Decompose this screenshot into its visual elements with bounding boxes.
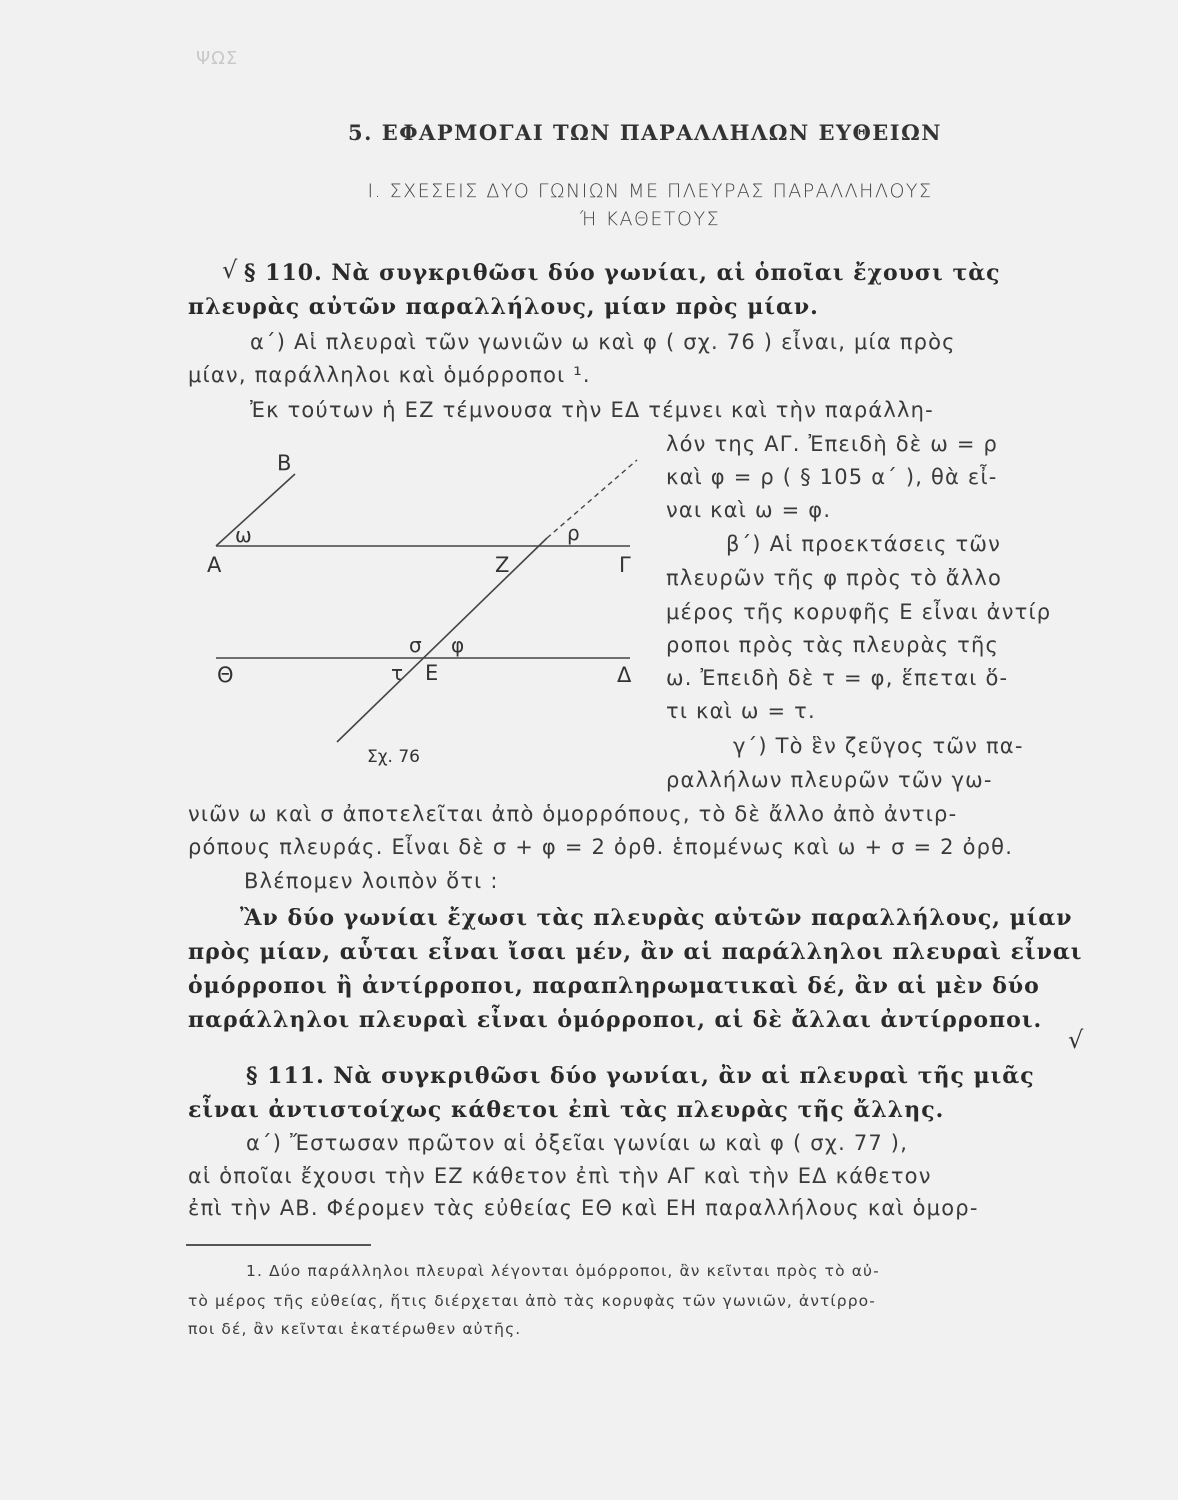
label-tau: τ <box>391 661 404 685</box>
label-D: Δ <box>617 663 632 687</box>
p110-heading-line1: § 110. Νὰ συγκριθῶσι δύο γωνίαι, αἱ ὁποῖαι ἔχουσι τὰς <box>244 260 1001 286</box>
p110-right-line9: τι καὶ ω = τ. <box>666 699 816 723</box>
footnote-separator <box>186 1244 371 1246</box>
label-E: Ε <box>425 661 439 685</box>
p110-right-line4: β΄) Αἱ προεκτάσεις τῶν <box>726 532 1002 556</box>
footnote-line1: 1. Δύο παράλληλοι πλευραὶ λέγονται ὁμόρροποι, ἂν κεῖνται πρὸς τὸ αὐ- <box>246 1262 880 1280</box>
bleed-through-text: ΨΩΣ <box>196 48 239 69</box>
section-title-line1: Ι. ΣΧΕΣΕΙΣ ΔΥΟ ΓΩΝΙΩΝ ΜΕ ΠΛΕΥΡΑΣ ΠΑΡΑΛΛΗΛΟΥΣ <box>367 180 933 202</box>
label-sigma: σ <box>409 633 422 657</box>
rule-line3: ὁμόρροποι ἢ ἀντίρροποι, παραπληρωματικαὶ δέ, ἂν αἱ μὲν δύο <box>188 973 1040 999</box>
rule-line4: παράλληλοι πλευραὶ εἶναι ὁμόρροποι, αἱ δὲ ἄλλαι ἀντίρροποι. <box>188 1007 1043 1033</box>
p110-a-line2: μίαν, παράλληλοι καὶ ὁμόρροποι ¹. <box>188 363 591 387</box>
p110-right-line10: γ΄) Τὸ ἓν ζεῦγος τῶν πα- <box>733 734 1024 758</box>
label-phi: φ <box>451 633 465 657</box>
p110-right-line2: καὶ φ = ρ ( § 105 α΄ ), θὰ εἶ- <box>666 465 998 489</box>
p111-a-line3: ἐπὶ τὴν ΑΒ. Φέρομεν τὰς εὐθείας ΕΘ καὶ ΕΗ παραλλήλους καὶ ὁμορ- <box>188 1196 979 1220</box>
label-A: Α <box>207 553 222 577</box>
line-AB <box>216 474 295 546</box>
p110-a-line3: Ἐκ τούτων ἡ ΕΖ τέμνουσα τὴν ΕΔ τέμνει καὶ τὴν παράλλη- <box>250 398 934 422</box>
checkmark-icon-end: √ <box>1068 1026 1084 1054</box>
p110-heading-line2: πλευρὰς αὐτῶν παραλλήλους, μίαν πρὸς μίαν. <box>188 294 819 320</box>
p110-right-line1: λόν της ΑΓ. Ἐπειδὴ δὲ ω = ρ <box>666 432 999 456</box>
p111-a-line1: α΄) Ἔστωσαν πρῶτον αἱ ὀξεῖαι γωνίαι ω καὶ φ ( σχ. 77 ), <box>246 1131 909 1155</box>
footnote-line2: τὸ μέρος τῆς εὐθείας, ἥτις διέρχεται ἀπὸ τὰς κορυφὰς τῶν γωνιῶν, ἀντίρρο- <box>188 1292 876 1310</box>
p110-full-line1: νιῶν ω καὶ σ ἀποτελεῖται ἀπὸ ὁμορρόπους, τὸ δὲ ἄλλο ἀπὸ ἀντιρ- <box>188 802 958 826</box>
p110-right-line8: ω. Ἐπειδὴ δὲ τ = φ, ἕπεται ὅ- <box>666 666 1009 690</box>
figure-caption: Σχ. 76 <box>367 747 421 767</box>
label-G: Γ <box>619 553 631 577</box>
p111-heading-line1: § 111. Νὰ συγκριθῶσι δύο γωνίαι, ἂν αἱ πλευραὶ τῆς μιᾶς <box>246 1063 1035 1089</box>
checkmark-icon: √ <box>222 256 238 284</box>
rule-line2: πρὸς μίαν, αὗται εἶναι ἴσαι μέν, ἂν αἱ παράλληλοι πλευραὶ εἶναι <box>188 939 1083 965</box>
label-B: Β <box>277 451 292 475</box>
p110-right-line7: ροποι πρὸς τὰς πλευρὰς τῆς <box>666 633 999 657</box>
p111-a-line2: αἱ ὁποῖαι ἔχουσι τὴν ΕΖ κάθετον ἐπὶ τὴν ΑΓ καὶ τὴν ΕΔ κάθετον <box>188 1164 932 1188</box>
line-EZ <box>337 538 547 742</box>
p110-a-line1: α΄) Αἱ πλευραὶ τῶν γωνιῶν ω καὶ φ ( σχ. 76 ) εἶναι, μία πρὸς <box>250 330 956 354</box>
rule-line1: Ἂν δύο γωνίαι ἔχωσι τὰς πλευρὰς αὐτῶν παραλλήλους, μίαν <box>240 905 1073 931</box>
chapter-title: 5. ΕΦΑΡΜΟΓΑΙ ΤΩΝ ΠΑΡΑΛΛΗΛΩΝ ΕΥΘΕΙΩΝ <box>348 120 942 145</box>
label-omega: ω <box>235 523 252 547</box>
label-rho: ρ <box>567 521 580 545</box>
p111-heading-line2: εἶναι ἀντιστοίχως κάθετοι ἐπὶ τὰς πλευρὰς τῆς ἄλλης. <box>188 1097 945 1123</box>
figure-76 <box>195 440 655 780</box>
p110-right-line5: πλευρῶν τῆς φ πρὸς τὸ ἄλλο <box>666 566 1003 590</box>
line-EZ-extension <box>547 460 637 538</box>
p110-full-line3: Βλέπομεν λοιπὸν ὅτι : <box>244 869 499 893</box>
footnote-line3: ποι δέ, ἂν κεῖνται ἑκατέρωθεν αὐτῆς. <box>188 1320 522 1338</box>
p110-right-line3: ναι καὶ ω = φ. <box>666 498 832 522</box>
p110-right-line6: μέρος τῆς κορυφῆς Ε εἶναι ἀντίρ <box>666 600 1052 624</box>
section-title-line2: Ή ΚΑΘΕΤΟΥΣ <box>579 208 721 230</box>
label-Theta: Θ <box>217 663 234 687</box>
p110-right-line11: ραλλήλων πλευρῶν τῶν γω- <box>666 768 993 792</box>
p110-full-line2: ρόπους πλευράς. Εἶναι δὲ σ + φ = 2 ὀρθ. ἑπομένως καὶ ω + σ = 2 ὀρθ. <box>188 835 1014 859</box>
label-Z: Ζ <box>495 553 510 577</box>
